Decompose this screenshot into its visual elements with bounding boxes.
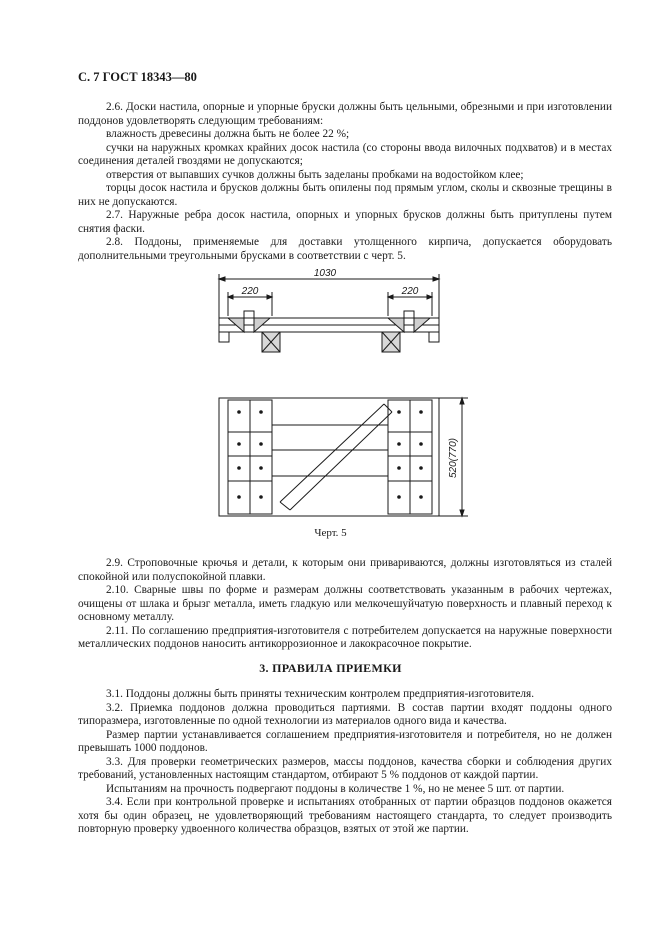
paragraph: Размер партии устанавливается соглашением предприятия-изготовителя и потребителя, но не должен превышать 1000 поддонов. — [78, 728, 612, 754]
dim-height-label: 520(770) — [448, 437, 459, 479]
paragraph: 3.1. Поддоны должны быть приняты техническим контролем предприятия-изготовителя. — [106, 688, 535, 700]
paragraph: 2.6. Доски настила, опорные и упорные бруски должны быть цельными, обрезными и при изготовлении поддонов удовлетворять следующим требованиям: — [78, 101, 612, 127]
text-block-2-9-to-2-11 — [78, 557, 612, 652]
dim-total-label: 1030 — [313, 268, 337, 279]
paragraph: 3.3. Для проверки геометрических размеров, массы поддонов, качества сборки и соблюдения других требований, установленных настоящим стандартом, отбирают 5 % поддонов от каждой партии. — [78, 755, 612, 781]
dim-right-label: 220 — [401, 286, 419, 297]
figure-caption: Черт. 5 — [314, 527, 347, 539]
paragraph: 2.9. Строповочные крючья и детали, к которым они привариваются, должны изготовляться из сталей спокойной или полуспокойной плавки. — [78, 557, 612, 583]
paragraph: 3.2. Приемка поддонов должна проводиться партиями. В состав партии входят поддоны одного типоразмера, изготовленные по одной технологии из материалов одного вида и качества. — [78, 701, 612, 727]
paragraph: сучки на наружных кромках крайних досок настила (со стороны ввода вилочных подхватов) и в местах соединения деталей гвоздями не допускаются; — [78, 141, 612, 167]
paragraph: 3.4. Если при контрольной проверке и испытаниях отобранных от партии образцов поддонов окажется хотя бы один образец, не удовлетворяющий требованиям настоящего стандарта, то следует производить повторную проверку удвоенного количества образцов, взятых от этой же партии. — [78, 796, 612, 835]
paragraph: отверстия от выпавших сучков должны быть заделаны пробками на водостойком клее; — [106, 168, 524, 181]
dim-left-label: 220 — [241, 286, 259, 297]
paragraph: 2.11. По соглашению предприятия-изготовителя с потребителем допускается на наружные поверхности металлических поддонов наносить антикоррозионное и лакокрасочное покрытие. — [78, 624, 612, 650]
paragraph: торцы досок настила и брусков должны быть опилены под прямым углом, сколы и сквозные трещины в них не допускаются. — [78, 182, 612, 208]
text-block-2-6-to-2-8 — [78, 101, 612, 263]
paragraph: 2.8. Поддоны, применяемые для доставки утолщенного кирпича, допускается оборудовать дополнительными треугольными брусками в соответствии с черт. 5. — [78, 236, 612, 262]
section-title: 3. ПРАВИЛА ПРИЕМКИ — [259, 661, 402, 675]
paragraph: влажность древесины должна быть не более 22 %; — [106, 128, 350, 140]
page-header: С. 7 ГОСТ 18343—80 — [78, 70, 197, 84]
paragraph: Испытаниям на прочность подвергают поддоны в количестве 1 %, но не менее 5 шт. от партии. — [106, 782, 565, 795]
drawing-chert-5 — [200, 262, 480, 524]
paragraph: 2.10. Сварные швы по форме и размерам должны соответствовать указанным в рабочих чертежах, очищены от шлака и брызг металла, иметь гладкую или мелкочешуйчатую поверхность и плавный переход к основному металлу. — [78, 584, 612, 623]
paragraph: 2.7. Наружные ребра досок настила, опорных и упорных брусков должны быть притуплены путем снятия фаски. — [78, 209, 612, 235]
text-block-3-1-to-3-4 — [78, 688, 612, 837]
